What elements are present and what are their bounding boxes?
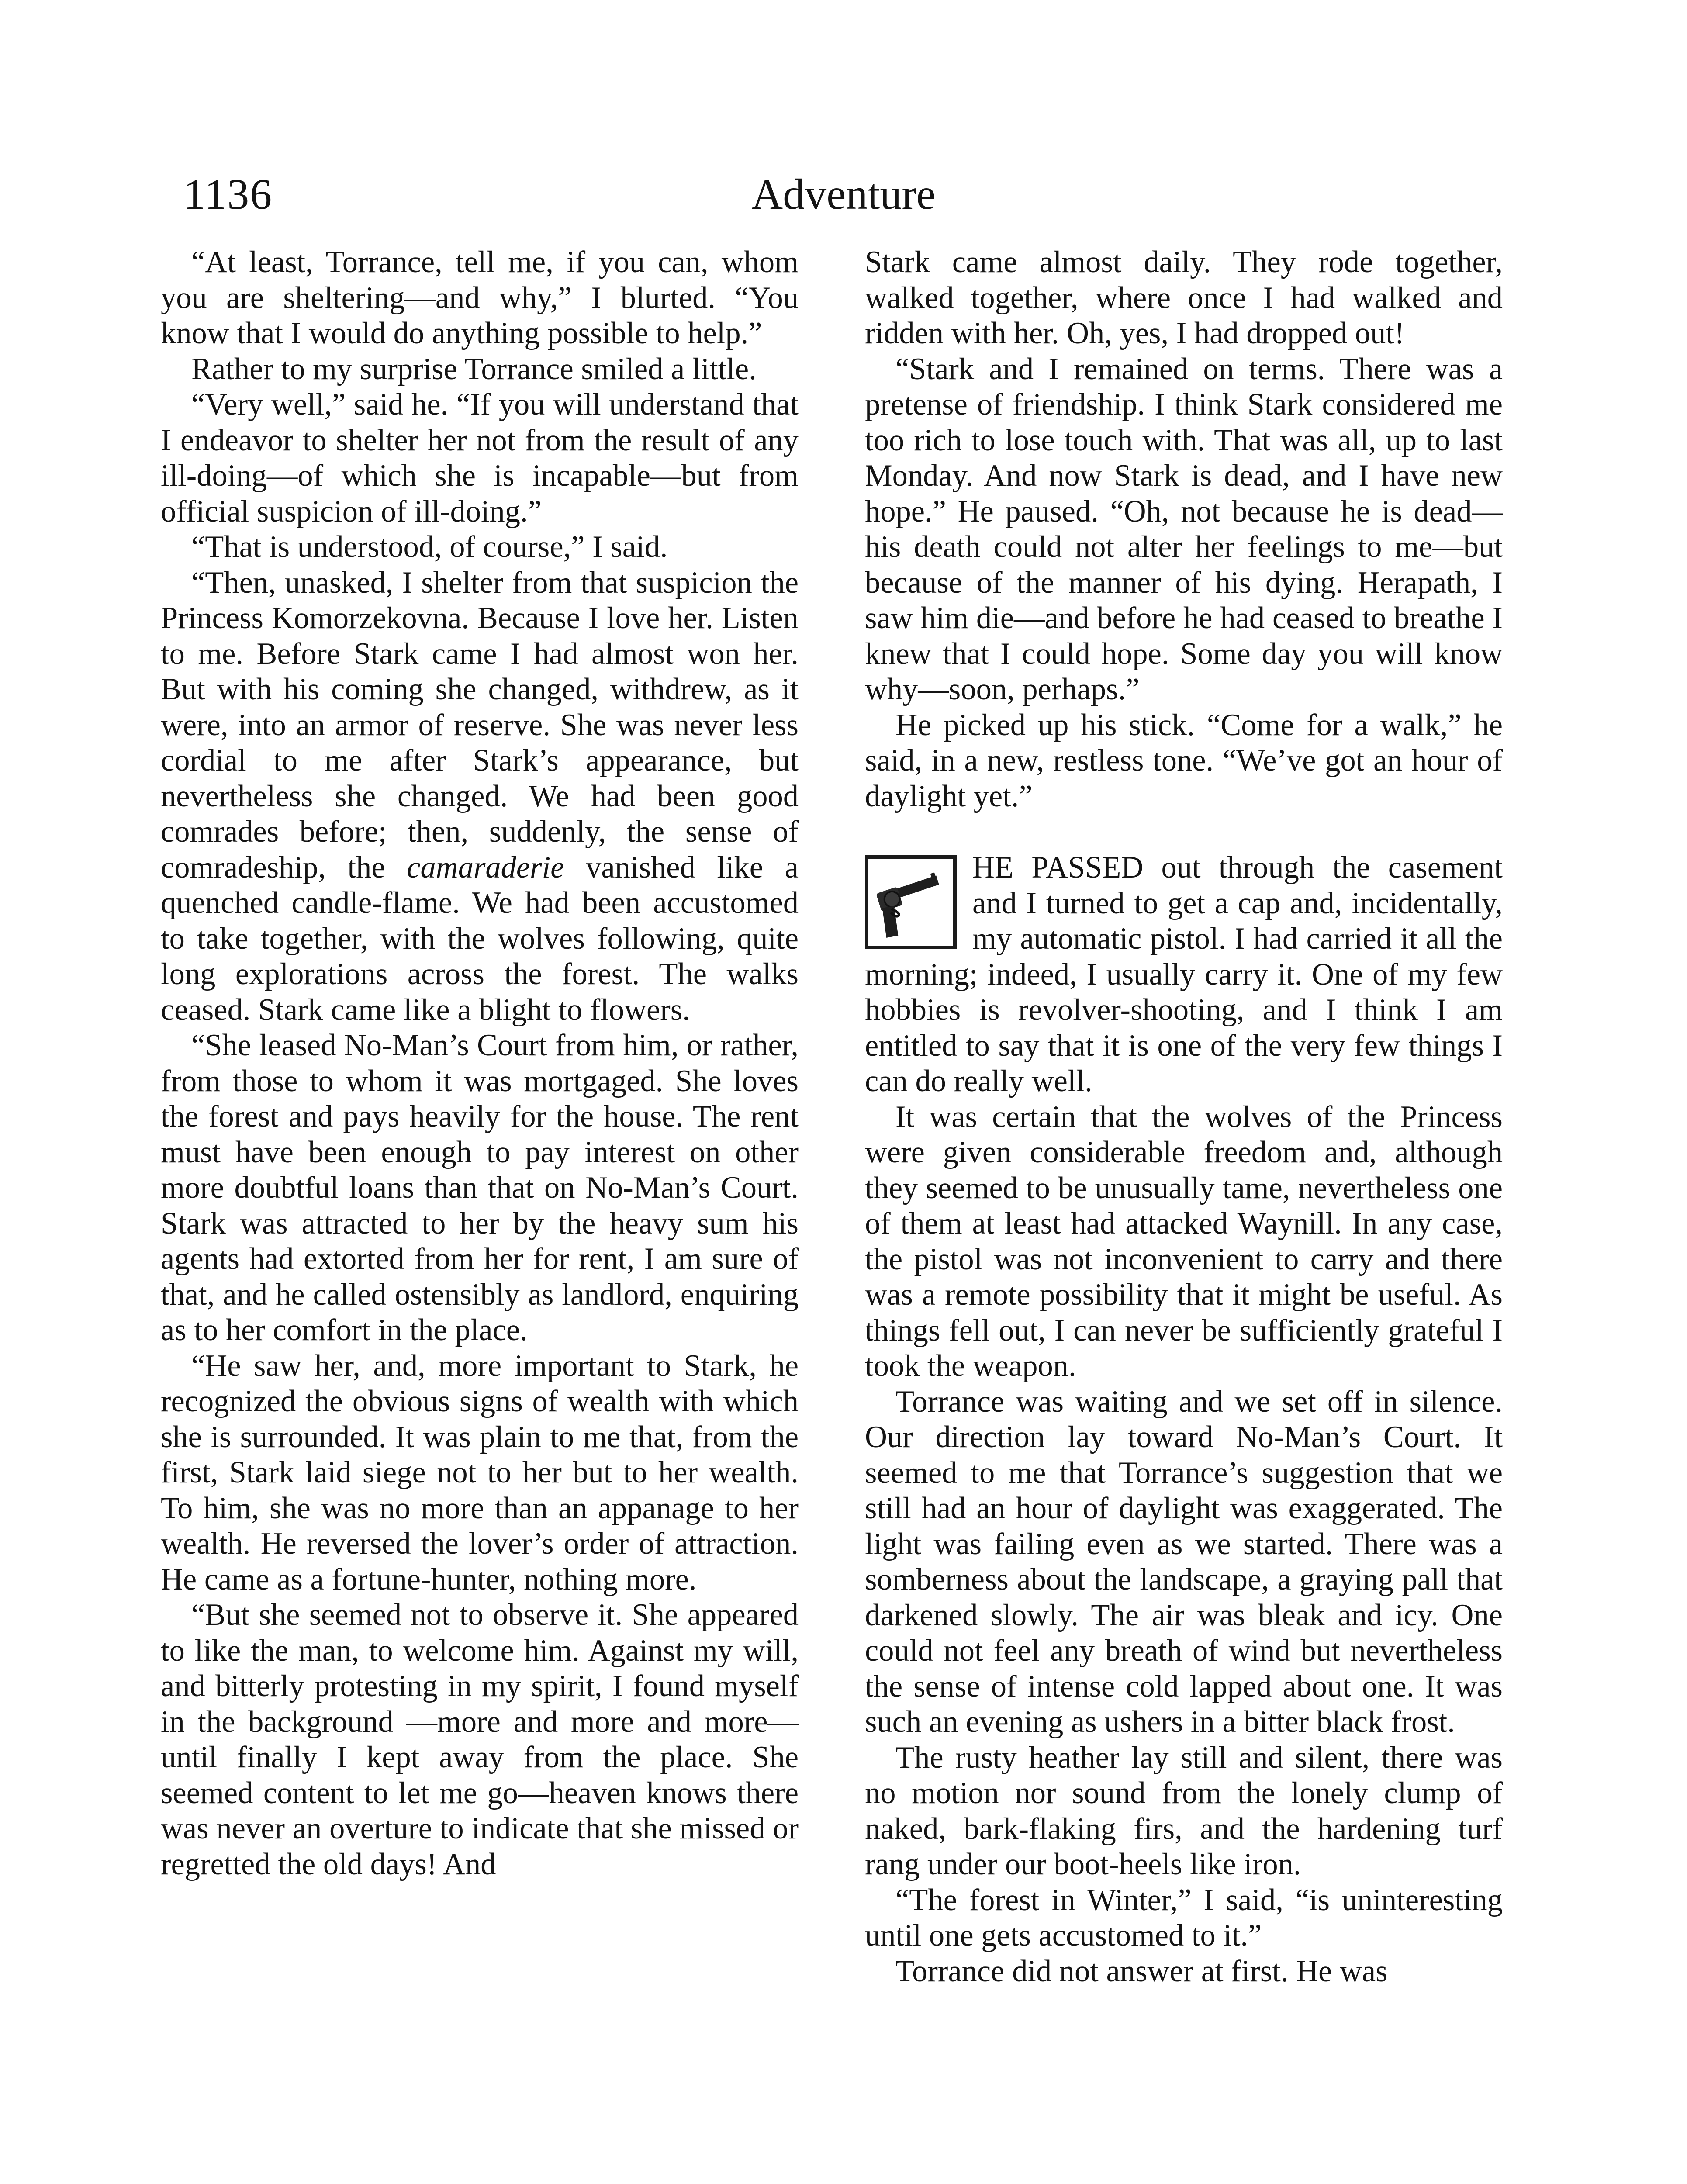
paragraph: The rusty heather lay still and silent, there was no motion nor sound from the lonely clump of naked, bark-flaking firs, and the hardening turf rang under our boot-heels like iron. (865, 1740, 1503, 1881)
small-caps-opening: HE PASSED (972, 850, 1144, 885)
paragraph-text: vanished like a quenched candle-flame. We had been accustomed to take together, with the wolves following, quite long explorations across the forest. The walks ceased. Stark came like a blight to flowers. (161, 850, 799, 1027)
paragraph: “At least, Torrance, tell me, if you can, whom you are sheltering—and why,” I blurted. “You know that I would do anything possible to help.” (161, 245, 799, 350)
paragraph-text: “Then, unasked, I shelter from that suspicion the Princess Komorzekovna. Because I love her. Listen to me. Before Stark came I had almost won her. But with his coming she changed, withdrew, as it were, into an armor of reserve. She was never less cordial to me after Stark’s appearance, but nevertheless she changed. We had been good comrades before; then, suddenly, the sense of comradeship, the (161, 565, 799, 885)
paragraph: “Very well,” said he. “If you will understand that I endeavor to shelter her not from the result of any ill-doing—of which she is incapable—but from official suspicion of ill-doing.” (161, 387, 799, 529)
section-start-paragraph (865, 850, 1503, 1099)
paragraph-text: out through the casement and I turned to get a cap and, incidentally, my automatic pistol. I had carried it all the morning; indeed, I usually carry it. One of my few hobbies is revolver-shooting, and I think I am entitled to say that it is one of the very few things I can do really well. (865, 850, 1503, 1098)
right-column (865, 245, 1503, 1989)
paragraph: He picked up his stick. “Come for a walk,” he said, in a new, restless tone. “We’ve got an hour of daylight yet.” (865, 708, 1503, 813)
left-column (161, 245, 799, 1882)
paragraph: “He saw her, and, more important to Stark, he recognized the obvious signs of wealth with which she is surrounded. It was plain to me that, from the first, Stark laid siege not to her but to her wealth. To him, she was no more than an appanage to her wealth. He reversed the lover’s order of attraction. He came as a fortune-hunter, nothing more. (161, 1348, 799, 1597)
paragraph: It was certain that the wolves of the Princess were given considerable freedom and, although they seemed to be unusually tame, nevertheless one of them at least had attacked Waynill. In any case, the pistol was not inconvenient to carry and there was a remote possibility that it might be useful. As things fell out, I can never be sufficiently grateful I took the weapon. (865, 1099, 1503, 1383)
paragraph: “But she seemed not to observe it. She appeared to like the man, to welcome him. Against my will, and bitterly protesting in my spirit, I found myself in the background —more and more and more—until finally I kept away from the place. She seemed content to let me go—heaven knows there was never an overture to indicate that she missed or regretted the old days! And (161, 1598, 799, 1881)
italic-word: camaraderie (407, 850, 564, 885)
revolver-icon (865, 855, 957, 949)
paragraph: “That is understood, of course,” I said. (191, 530, 668, 564)
paragraph: “She leased No-Man’s Court from him, or rather, from those to whom it was mortgaged. She loves the forest and pays heavily for the house. The rent must have been enough to pay interest on other more doubtful loans than that on No-Man’s Court. Stark was attracted to her by the heavy sum his agents had extorted from her for rent, I am sure of that, and he called ostensibly as landlord, enquiring as to her comfort in the place. (161, 1028, 799, 1347)
paragraph: “The forest in Winter,” I said, “is uninteresting until one gets accustomed to it.” (865, 1883, 1503, 1952)
paragraph: Stark came almost daily. They rode together, walked together, where once I had walked and ridden with her. Oh, yes, I had dropped out! (865, 245, 1503, 350)
paragraph: Torrance did not answer at first. He was (895, 1954, 1388, 1988)
paragraph: Torrance was waiting and we set off in silence. Our direction lay toward No-Man’s Court. It seemed to me that Torrance’s suggestion that we still had an hour of daylight was exaggerated. The light was failing even as we started. There was a somberness about the landscape, a graying pall that darkened slowly. The air was bleak and icy. One could not feel any breath of wind but nevertheless the sense of intense cold lapped about one. It was such an evening as ushers in a bitter black frost. (865, 1384, 1503, 1739)
page-number: 1136 (183, 170, 273, 218)
running-head: Adventure (751, 170, 936, 218)
paragraph (161, 565, 799, 1028)
paragraph: “Stark and I remained on terms. There was a pretense of friendship. I think Stark considered me too rich to lose touch with. That was all, up to last Monday. And now Stark is dead, and I have new hope.” He paused. “Oh, not because he is dead—his death could not alter her feelings to me—but because of the manner of his dying. Herapath, I saw him die—and before he had ceased to breathe I knew that I could hope. Some day you will know why—soon, perhaps.” (865, 352, 1503, 706)
paragraph: Rather to my surprise Torrance smiled a little. (191, 352, 757, 386)
